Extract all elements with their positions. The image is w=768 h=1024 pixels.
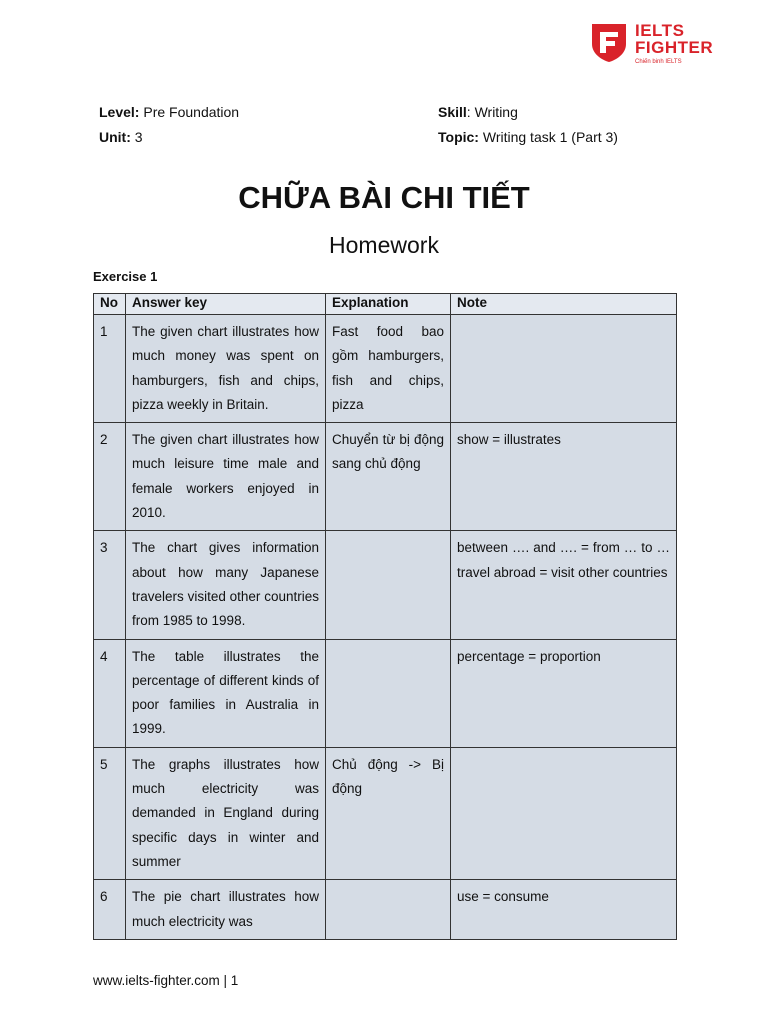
table-row <box>94 315 677 423</box>
page-subtitle: Homework <box>329 232 439 258</box>
table-row <box>94 531 677 639</box>
row-note <box>451 315 677 423</box>
unit-info <box>99 128 143 146</box>
unit-label: Unit: <box>99 129 131 145</box>
level-info <box>99 103 239 121</box>
skill-info <box>438 103 518 121</box>
level-value: Pre Foundation <box>143 104 240 120</box>
table-row <box>94 423 677 531</box>
header-explanation: Explanation <box>326 294 451 315</box>
row-no: 4 <box>94 639 126 747</box>
answer-table <box>93 293 677 940</box>
skill-label: Skill <box>438 104 467 120</box>
row-no: 2 <box>94 423 126 531</box>
row-explanation <box>326 639 451 747</box>
table-header-row <box>94 294 677 315</box>
row-no: 3 <box>94 531 126 639</box>
row-answer: The graphs illustrates how much electricity was demanded in England during specific days in winter and summer <box>126 747 326 879</box>
header-no: No <box>94 294 126 315</box>
skill-value: : Writing <box>466 104 518 120</box>
row-note: between …. and …. = from … to … travel abroad = visit other countries <box>451 531 677 639</box>
topic-label: Topic: <box>438 129 479 145</box>
row-no: 1 <box>94 315 126 423</box>
brand-logo <box>590 22 730 66</box>
row-explanation <box>326 531 451 639</box>
table-row <box>94 747 677 879</box>
table-row <box>94 639 677 747</box>
header-answer-key: Answer key <box>126 294 326 315</box>
row-explanation: Fast food bao gồm hamburgers, fish and chips, pizza <box>326 315 451 423</box>
row-no: 5 <box>94 747 126 879</box>
row-answer: The table illustrates the percentage of different kinds of poor families in Australia in 1999. <box>126 639 326 747</box>
unit-value: 3 <box>134 129 143 145</box>
logo-text <box>635 22 735 66</box>
row-note: show = illustrates <box>451 423 677 531</box>
level-label: Level: <box>99 104 140 120</box>
row-explanation: Chuyển từ bị động sang chủ động <box>326 423 451 531</box>
logo-line-2: FIGHTER <box>635 38 714 57</box>
shield-logo-icon <box>590 22 628 62</box>
row-note <box>451 747 677 879</box>
page-footer: www.ielts-fighter.com | 1 <box>93 973 239 988</box>
row-no: 6 <box>94 880 126 940</box>
page-title: CHỮA BÀI CHI TIẾT <box>238 180 530 215</box>
row-note: use = consume <box>451 880 677 940</box>
row-answer: The pie chart illustrates how much electricity was <box>126 880 326 940</box>
exercise-heading: Exercise 1 <box>93 269 158 284</box>
header-note: Note <box>451 294 677 315</box>
row-explanation <box>326 880 451 940</box>
row-answer: The given chart illustrates how much leisure time male and female workers enjoyed in 2010. <box>126 423 326 531</box>
row-answer: The given chart illustrates how much money was spent on hamburgers, fish and chips, pizza weekly in Britain. <box>126 315 326 423</box>
logo-tagline: Chiến binh IELTS <box>635 59 682 65</box>
topic-value: Writing task 1 (Part 3) <box>482 129 618 145</box>
topic-info <box>438 128 618 146</box>
row-explanation: Chủ động -> Bị động <box>326 747 451 879</box>
table-row <box>94 880 677 940</box>
logo-line-1: IELTS <box>635 21 685 40</box>
row-note: percentage = proportion <box>451 639 677 747</box>
row-answer: The chart gives information about how many Japanese travelers visited other countries from 1985 to 1998. <box>126 531 326 639</box>
